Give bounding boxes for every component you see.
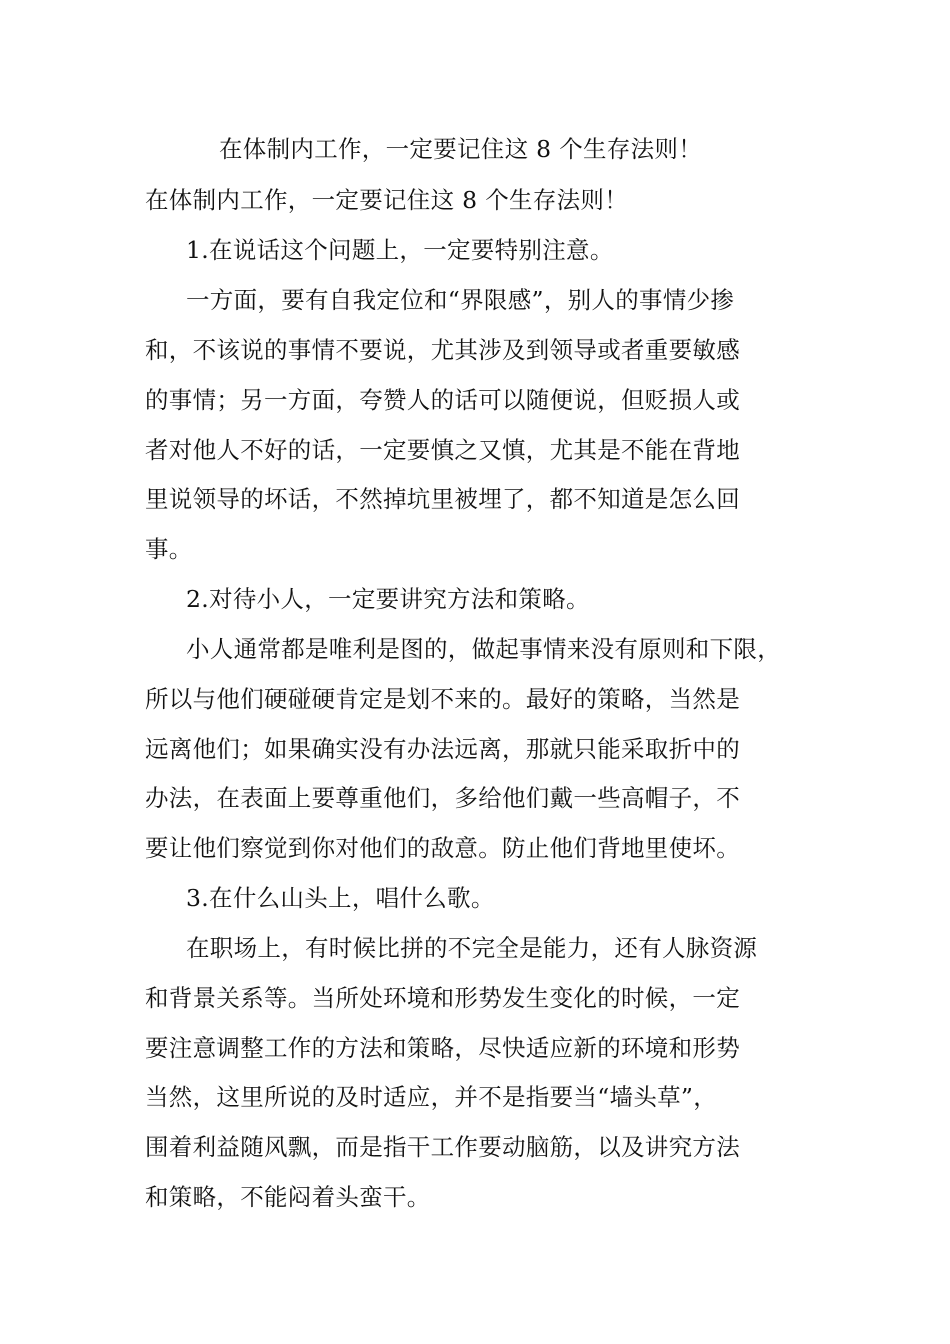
section-1-line: 事。 [145, 535, 193, 563]
document-subtitle: 在体制内工作，一定要记住这 8 个生存法则！ [145, 186, 628, 214]
section-2-heading: 2.对待小人，一定要讲究方法和策略。 [186, 585, 590, 613]
section-3-line: 围着利益随风飘，而是指干工作要动脑筋，以及讲究方法 [145, 1133, 740, 1161]
section-3-line: 要注意调整工作的方法和策略，尽快适应新的环境和形势 [145, 1034, 740, 1062]
section-2-line: 所以与他们硬碰硬肯定是划不来的。最好的策略，当然是 [145, 685, 740, 713]
section-2-line: 小人通常都是唯利是图的，做起事情来没有原则和下限， [186, 635, 781, 663]
section-3-line: 和策略，不能闷着头蛮干。 [145, 1183, 431, 1211]
section-3-line: 在职场上，有时候比拼的不完全是能力，还有人脉资源 [186, 934, 758, 962]
section-3-heading: 3.在什么山头上，唱什么歌。 [186, 884, 495, 912]
section-2-line: 办法，在表面上要尊重他们，多给他们戴一些高帽子，不 [145, 784, 740, 812]
section-1-line: 的事情；另一方面，夸赞人的话可以随便说，但贬损人或 [145, 386, 740, 414]
document-title: 在体制内工作，一定要记住这 8 个生存法则！ [219, 135, 702, 163]
section-1-heading: 1.在说话这个问题上，一定要特别注意。 [186, 236, 614, 264]
section-2-line: 要让他们察觉到你对他们的敌意。防止他们背地里使坏。 [145, 834, 740, 862]
section-3-line: 和背景关系等。当所处环境和形势发生变化的时候，一定 [145, 984, 740, 1012]
section-2-line: 远离他们；如果确实没有办法远离，那就只能采取折中的 [145, 735, 740, 763]
section-1-line: 里说领导的坏话，不然掉坑里被埋了，都不知道是怎么回 [145, 485, 740, 513]
section-1-line: 和，不该说的事情不要说，尤其涉及到领导或者重要敏感 [145, 336, 740, 364]
section-1-line: 一方面，要有自我定位和“界限感”，别人的事情少掺 [186, 286, 735, 314]
section-3-line: 当然，这里所说的及时适应，并不是指要当“墙头草”， [145, 1083, 718, 1111]
section-1-line: 者对他人不好的话，一定要慎之又慎，尤其是不能在背地 [145, 436, 740, 464]
